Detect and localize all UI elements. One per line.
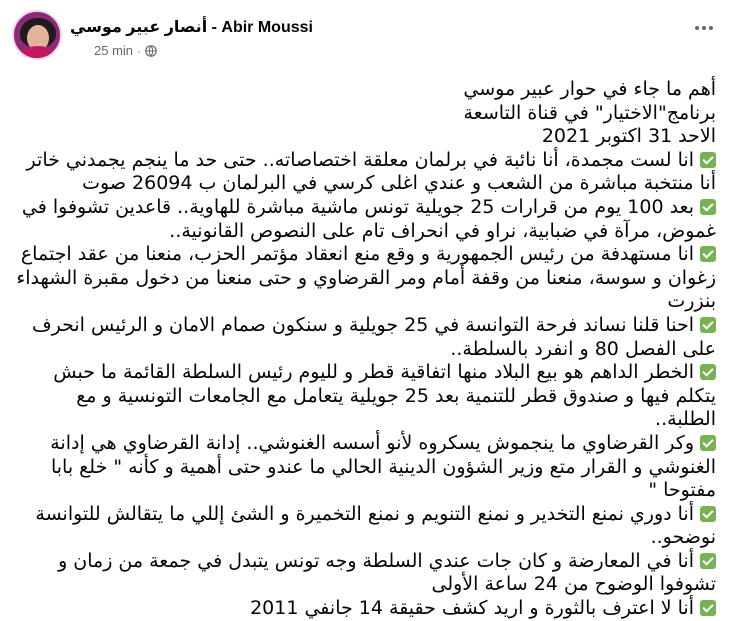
check-mark-icon xyxy=(700,199,716,215)
check-mark-icon xyxy=(700,435,716,451)
post-paragraph: أنا دوري نمنع التخدير و نمنع التنويم و نمنع التخميرة و الشئ إللي ما يتقالش للتوانسة نوضحو.. xyxy=(35,502,716,549)
check-mark-icon xyxy=(700,364,716,380)
post-heading-line: أهم ما جاء في حوار عبير موسي xyxy=(463,78,716,100)
check-mark-icon xyxy=(700,317,716,333)
post-heading-line: الاحد 31 اكتوبر 2021 xyxy=(541,125,716,148)
post-paragraph: احنا قلنا نساند فرحة التوانسة في 25 جويلية و سنكون صمام الامان و الرئيس انحرف على الفصل 80 و انفرد بالسلطة.. xyxy=(31,313,716,360)
post-paragraph: وكر القرضاوي ما ينجموش يسكروه لأنو أسسه الغنوشي.. إدانة القرضاوي هي إدانة الغنوشي و القرار متع وزير الشؤون الدينية الحالي ما عندو حتى أهمية و كأنه " خلع بابا مفتوحا " xyxy=(50,431,716,502)
meta-separator: · xyxy=(137,43,142,58)
author-avatar[interactable] xyxy=(12,10,62,60)
post-paragraph: أنا في المعارضة و كان جات عندي السلطة وجه تونس يتبدل في جمعة من زمان و تشوفوا الوضوح من 24 ساعة الأولى xyxy=(58,549,716,596)
globe-icon[interactable] xyxy=(145,45,157,57)
check-mark-icon xyxy=(700,553,716,569)
post-heading-line: برنامج"الاختيار" في قناة التاسعة xyxy=(463,101,716,124)
author-name[interactable]: أنصار عبير موسي - Abir Moussi xyxy=(70,19,313,36)
post-header xyxy=(12,10,724,60)
post-paragraph: انا لست مجمدة، أنا نائبة في برلمان معلقة اختصاصاته.. حتى حد ما ينجم يجمدني خاتر أنا منتخبة مباشرة من الشعب و عندي اغلى كرسي في البرلمان ب 26094 صوت xyxy=(26,148,716,195)
post-time[interactable]: 25 min xyxy=(94,43,134,58)
check-mark-icon xyxy=(700,600,716,616)
check-mark-icon xyxy=(700,246,716,262)
post-body xyxy=(16,78,716,621)
post-meta xyxy=(94,43,157,58)
post-paragraph: بعد 100 يوم من قرارات 25 جويلية تونس ماشية مباشرة للهاوية.. قاعدين تشوفوا في غموض، مرآة في ضبابية، نراو في انحراف تام على النصوص القانونية.. xyxy=(21,195,716,242)
check-mark-icon xyxy=(700,506,716,522)
avatar-body xyxy=(20,46,56,60)
post-paragraph: أنا لا اعترف بالثورة و اريد كشف حقيقة 14 جانفي 2011 xyxy=(16,597,716,621)
post-paragraph: الخطر الداهم هو بيع البلاد منها اتفاقية قطر و لليوم رئيس السلطة القائمة ما حبش يتكلم فيها و صندوق قطر للتنمية بعد 25 جويلية يتعامل مع الجامعات التونسية و مع الطلبة.. xyxy=(53,361,716,431)
check-mark-icon xyxy=(700,152,716,168)
post-paragraph: انا مستهدفة من رئيس الجمهورية و وقع منع انعقاد مؤتمر الحزب، منعنا من عقد اجتماع زغوان و سوسة، منعنا من وقفة أمام ومر القرضاوي و حتى منعنا من دخول مقبرة الشهداء بنزرت xyxy=(16,243,716,313)
more-options-icon[interactable] xyxy=(690,14,718,42)
